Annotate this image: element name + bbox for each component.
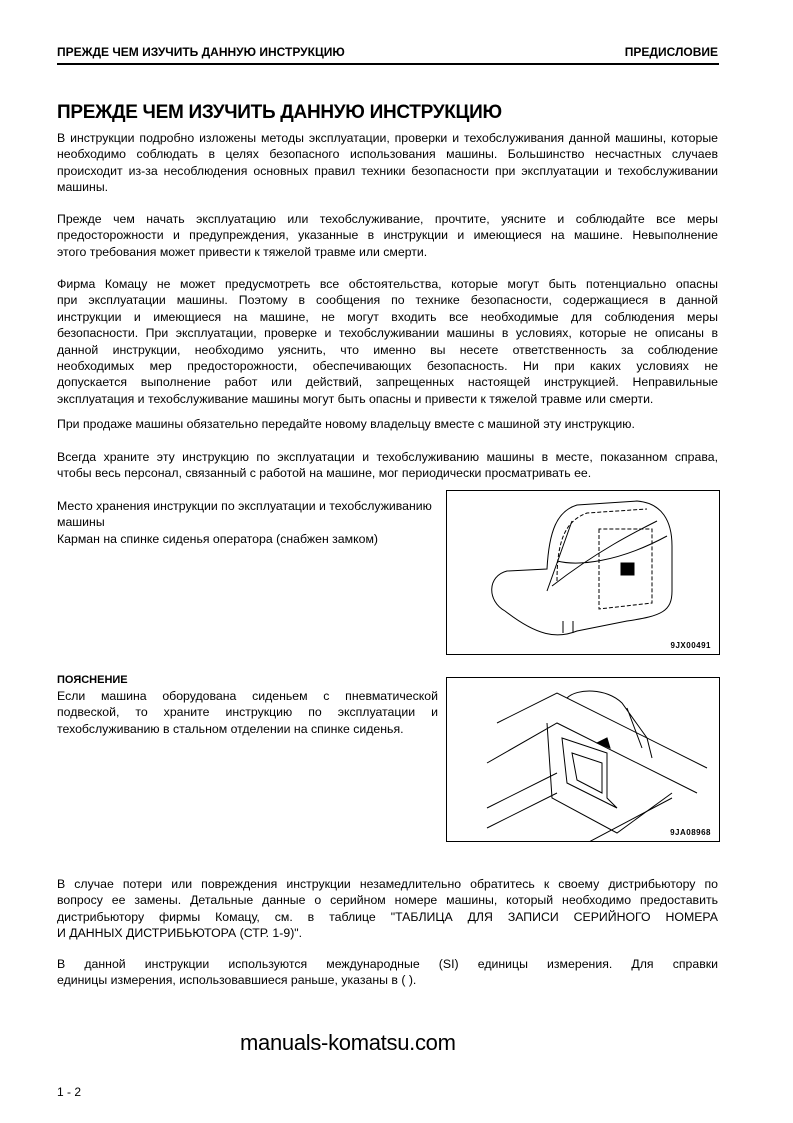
paragraph-line: при эксплуатации машины. Поэтому в сообщения по технике безопасности, содержащиеся в данной (57, 293, 718, 308)
note-text (57, 688, 438, 737)
paragraph-line: Фирма Комацу не может предусмотреть все обстоятельства, которые могут быть потенциально опасны (57, 277, 718, 291)
paragraph-line: чтобы весь персонал, связанный с работой на машине, мог периодически просматривать ее. (57, 466, 592, 481)
paragraph-line: Прежде чем начать эксплуатацию или техобслуживание, прочтите, уясните и соблюдайте все меры (57, 212, 718, 226)
note-line: техобслуживанию в стальном отделении на спинке сиденья. (57, 721, 404, 736)
paragraph-line: В случае потери или повреждения инструкции незамедлительно обратитесь к своему дистрибьютору по (57, 877, 718, 891)
paragraph-line: При продаже машины обязательно передайте новому владельцу вместе с машиной эту инструкцию. (57, 417, 635, 431)
compartment-illustration (447, 678, 719, 841)
page-title: ПРЕЖДЕ ЧЕМ ИЗУЧИТЬ ДАННУЮ ИНСТРУКЦИЮ (57, 102, 502, 123)
paragraph-line: вопросу ее замены. Детальные данные о серийном номере машины, который необходимо предоставить (57, 893, 718, 908)
figure-code: 9JX00491 (670, 641, 711, 650)
paragraph-line: происходит из-за несоблюдения основных правил техники безопасности при эксплуатации и техобслуживании (57, 163, 718, 178)
seat-pocket-figure (446, 490, 720, 655)
storage-caption-line: Карман на спинке сиденья оператора (снабжен замком) (57, 531, 378, 546)
paragraph (57, 956, 718, 989)
paragraph (57, 449, 718, 482)
paragraph-line: инструкции и имеющиеся на машине, не могут входить все необходимые для соблюдения меры (57, 309, 718, 324)
paragraph-line: данной инструкции, необходимо уяснить, что именно вы несете ответственность за соблюдение (57, 342, 718, 357)
figure-code: 9JA08968 (670, 828, 711, 837)
note-line: Если машина оборудована сиденьем с пневматической (57, 689, 438, 703)
paragraph-line: допускается выполнение работ или действий, запрещенных настоящей инструкцией. Неправильные (57, 375, 718, 390)
note-heading: ПОЯСНЕНИЕ (57, 674, 128, 686)
paragraph (57, 416, 718, 432)
note-line: подвеской, то храните инструкцию по эксплуатации и (57, 705, 438, 720)
paragraph-line: В данной инструкции используются международные (SI) единицы измерения. Для справки (57, 957, 718, 971)
paragraph (57, 130, 718, 196)
header-chapter-title: ПРЕДИСЛОВИЕ (624, 45, 718, 59)
paragraph-line: необходимо соблюдать в целях безопасного использования машины. Большинство несчастных случаев (57, 147, 718, 162)
watermark: manuals-komatsu.com (240, 1030, 456, 1055)
seat-illustration (447, 491, 719, 654)
paragraph-line: дистрибьютору фирмы Комацу, см. в таблице "ТАБЛИЦА ДЛЯ ЗАПИСИ СЕРИЙНОГО НОМЕРА (57, 909, 718, 924)
paragraph-line: безопасности. При эксплуатации, проверке и техобслуживании машины в условиях, которые не описаны в (57, 326, 718, 341)
paragraph-line: эксплуатация и техобслуживание машины могут быть опасны и привести к тяжелой травме или смерти. (57, 391, 654, 406)
paragraph-line: Всегда храните эту инструкцию по эксплуатации и техобслуживанию машины в месте, показанном справа, (57, 450, 718, 464)
header-section-title: ПРЕЖДЕ ЧЕМ ИЗУЧИТЬ ДАННУЮ ИНСТРУКЦИЮ (57, 45, 345, 59)
steel-compartment-figure (446, 677, 720, 842)
paragraph-line: И ДАННЫХ ДИСТРИБЬЮТОРА (СТР. 1-9)". (57, 926, 303, 941)
paragraph-line: единицы измерения, использовавшиеся раньше, указаны в ( ). (57, 973, 417, 988)
paragraph (57, 211, 718, 260)
storage-caption-line: Место хранения инструкции по эксплуатации и техобслуживанию (57, 499, 432, 513)
page-number: 1 - 2 (57, 1085, 82, 1099)
paragraph-line: В инструкции подробно изложены методы эксплуатации, проверки и техобслуживания данной машины, которые (57, 131, 718, 145)
storage-caption-line: машины (57, 515, 105, 530)
storage-caption (57, 498, 442, 547)
paragraph-line: предосторожности и предупреждения, указанные в инструкции и имеющиеся на машине. Невыполнение (57, 228, 718, 243)
paragraph-line: необходимых мер предосторожности, обеспечивающих безопасность. Ни при каких условиях не (57, 358, 718, 373)
paragraph-line: машины. (57, 180, 109, 195)
paragraph (57, 876, 718, 942)
header-divider (57, 63, 719, 65)
paragraph (57, 276, 718, 407)
paragraph-line: этого требования может привести к тяжелой травме или смерти. (57, 244, 428, 259)
